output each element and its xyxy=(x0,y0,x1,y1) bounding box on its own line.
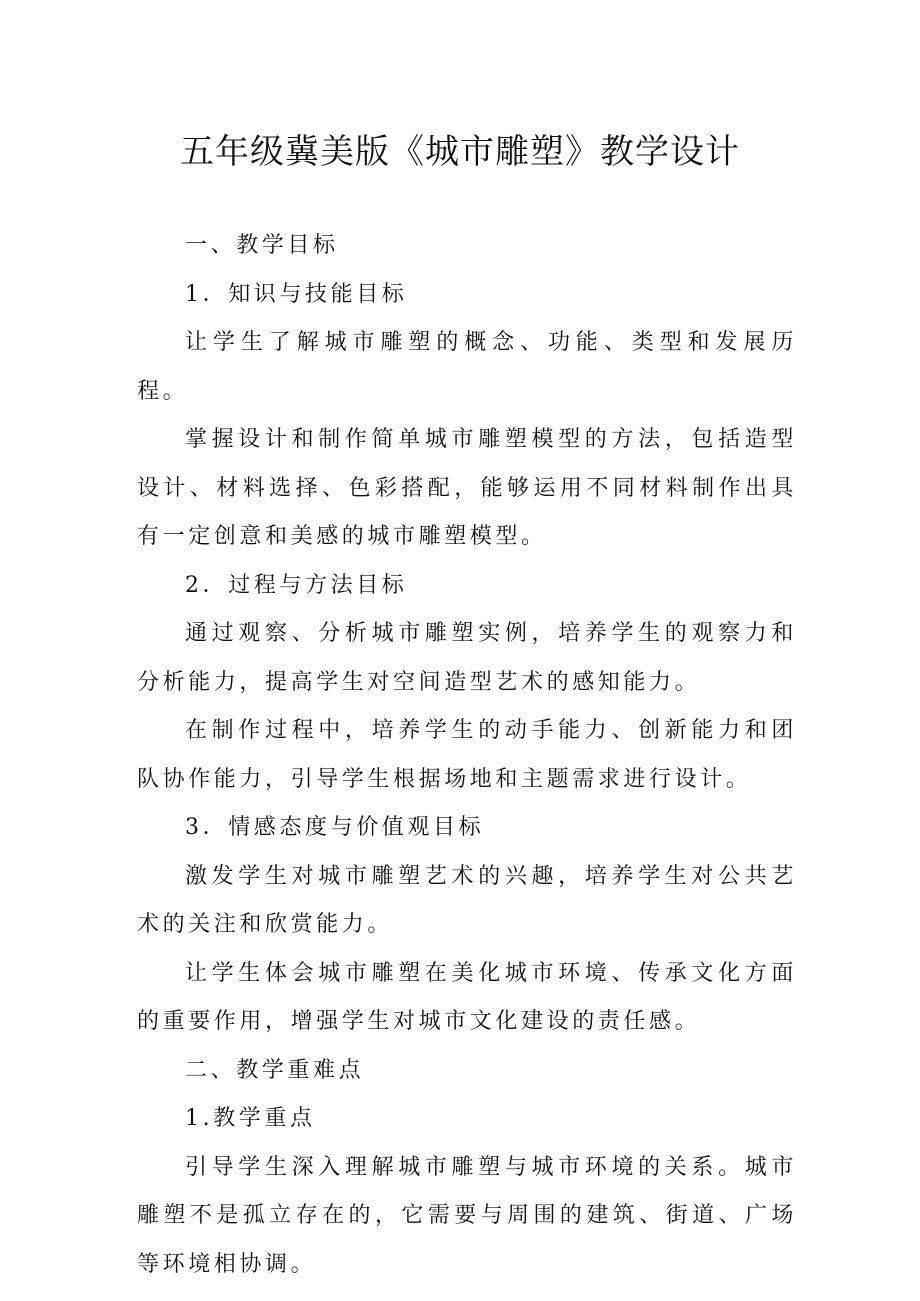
body-paragraph: 在制作过程中，培养学生的动手能力、创新能力和团队协作能力，引导学生根据场地和主题需求进行设计。 xyxy=(137,718,797,792)
document-body xyxy=(137,222,797,1289)
document-title: 五年级冀美版《城市雕塑》教学设计 xyxy=(180,132,740,172)
body-paragraph: 让学生了解城市雕塑的概念、功能、类型和发展历程。 xyxy=(137,330,797,404)
heading-key-difficulties: 二、教学重难点 xyxy=(185,1057,365,1083)
body-paragraph: 通过观察、分析城市雕塑实例，培养学生的观察力和分析能力，提高学生对空间造型艺术的感知能力。 xyxy=(137,621,797,695)
body-paragraph: 激发学生对城市雕塑艺术的兴趣，培养学生对公共艺术的关注和欣赏能力。 xyxy=(137,863,797,937)
subheading-emotion-values: 3．情感态度与价值观目标 xyxy=(185,815,485,840)
subheading-process-methods: 2．过程与方法目标 xyxy=(185,572,408,598)
heading-teaching-objectives: 一、教学目标 xyxy=(185,233,339,258)
subheading-teaching-focus: 1.教学重点 xyxy=(185,1106,316,1131)
subheading-knowledge-skills: 1．知识与技能目标 xyxy=(185,281,408,307)
body-paragraph: 掌握设计和制作简单城市雕塑模型的方法，包括造型设计、材料选择、色彩搭配，能够运用不同材料制作出具有一定创意和美感的城市雕塑模型。 xyxy=(137,427,797,549)
body-paragraph: 让学生体会城市雕塑在美化城市环境、传承文化方面的重要作用，增强学生对城市文化建设的责任感。 xyxy=(137,960,797,1034)
body-paragraph: 引导学生深入理解城市雕塑与城市环境的关系。城市雕塑不是孤立存在的，它需要与周围的建筑、街道、广场等环境相协调。 xyxy=(137,1154,797,1277)
